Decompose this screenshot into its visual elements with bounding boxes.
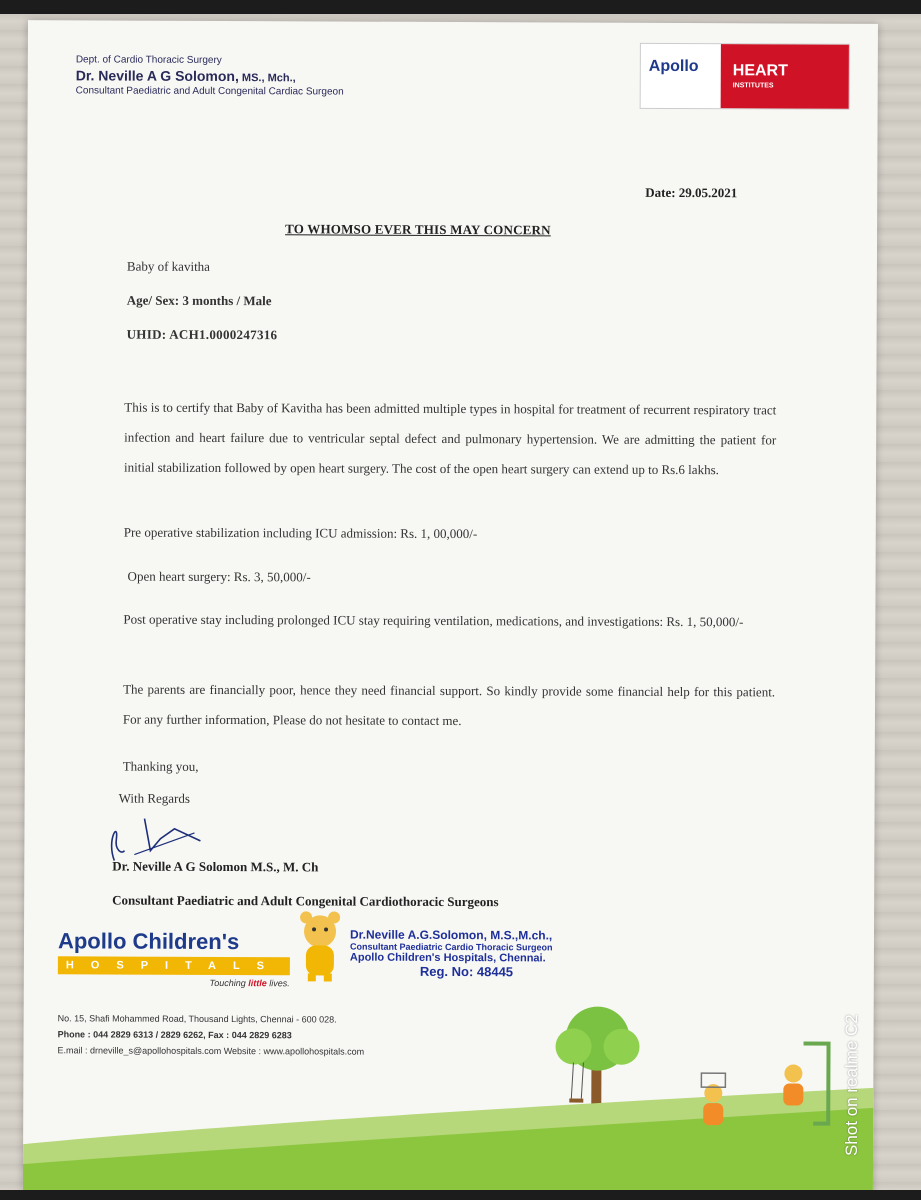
letterhead <box>76 54 344 97</box>
logo-apollo-text: Apollo <box>648 57 699 76</box>
phone-label: Phone : <box>57 1029 94 1040</box>
stamp-reg-no: Reg. No: 48445 <box>419 963 514 980</box>
doctor-stamp <box>350 928 553 980</box>
patient-age-sex: Age/ Sex: 3 months / Male <box>126 292 272 309</box>
address-line: No. 15, Shafi Mohammed Road, Thousand Lights, Chennai - 600 028. <box>57 1013 337 1025</box>
doctor-role: Consultant Paediatric and Adult Congenital Cardiac Surgeon <box>75 85 344 98</box>
thanking-line: Thanking you, <box>122 758 199 774</box>
logo-institutes-text: INSTITUTES <box>732 82 774 90</box>
watermark-text: Shot on realme C2 <box>842 1014 861 1156</box>
cost-post-operative: Post operative stay including prolonged ICU stay requiring ventilation, medications, and investigations: Rs. 1, 50,000/- <box>123 611 744 630</box>
support-paragraph: The parents are financially poor, hence they need financial support. So kindly provide some financial help for this patient. For any further information, Please do not hesitate to contact me. <box>122 681 776 729</box>
dept-name: Dept. of Cardio Thoracic Surgery <box>75 54 222 66</box>
logo-heart-text: HEART <box>732 62 788 80</box>
fax-value: 044 2829 6283 <box>231 1030 292 1041</box>
hospital-name: Apollo Children's <box>57 928 240 955</box>
patient-name: Baby of kavitha <box>126 258 211 274</box>
tagline-emph: little <box>248 978 267 989</box>
letter-sheet <box>23 20 878 1196</box>
email-website-line: E.mail : drneville_s@apollohospitals.com Website : www.apollohospitals.com <box>57 1045 365 1057</box>
signatory-name: Dr. Neville A G Solomon M.S., M. Ch <box>112 858 319 875</box>
doctor-name <box>76 67 344 84</box>
tagline-post: lives. <box>266 978 290 989</box>
teddy-bear-mascot <box>292 907 348 985</box>
fax-label: Fax : <box>208 1029 232 1041</box>
apollo-heart-logo <box>640 43 850 110</box>
hospital-address-block <box>57 1010 364 1059</box>
letter-date: Date: 29.05.2021 <box>645 184 738 201</box>
camera-watermark <box>842 968 882 1178</box>
patient-uhid: UHID: ACH1.0000247316 <box>126 326 278 343</box>
top-frame <box>0 0 921 14</box>
logo-heart-block <box>721 44 849 109</box>
certify-paragraph: This is to certify that Baby of Kavitha has been admitted multiple types in hospital for treatment of recurrent respiratory tract infection and heart failure due to ventricular septal defect and pulmonary hypertension. We are admitting the patient for initial stabilization followed by open heart surgery. The cost of the open heart surgery can extend up to Rs.6 lakhs. <box>124 399 777 478</box>
phone-value: 044 2829 6313 / 2829 6262, <box>93 1029 209 1040</box>
stamp-name: Dr.Neville A.G.Solomon, M.S.,M.ch., <box>349 927 553 943</box>
tagline-pre: Touching <box>209 977 249 989</box>
apollo-childrens-logo <box>58 928 290 988</box>
children-playing-illustration <box>683 1033 833 1144</box>
regards-line: With Regards <box>118 790 190 806</box>
stamp-title: Consultant Paediatric Cardio Thoracic Surgeon <box>349 941 553 953</box>
doctor-name-text: Dr. Neville A G Solomon, <box>75 67 239 85</box>
phone-fax-line <box>58 1026 365 1043</box>
signatory-title: Consultant Paediatric and Adult Congenital Cardiothoracic Surgeons <box>112 892 499 910</box>
cost-surgery: Open heart surgery: Rs. 3, 50,000/- <box>127 568 311 585</box>
hospital-tagline <box>58 977 290 988</box>
hospitals-band: HOSPITALS <box>58 956 290 975</box>
cost-pre-operative: Pre operative stabilization including ICU admission: Rs. 1, 00,000/- <box>123 524 478 542</box>
letter-subject: TO WHOMSO EVER THIS MAY CONCERN <box>285 221 551 238</box>
stamp-hospital: Apollo Children's Hospitals, Chennai. <box>349 951 546 965</box>
doctor-quals: MS., Mch., <box>238 72 296 85</box>
bottom-frame <box>0 1190 921 1200</box>
